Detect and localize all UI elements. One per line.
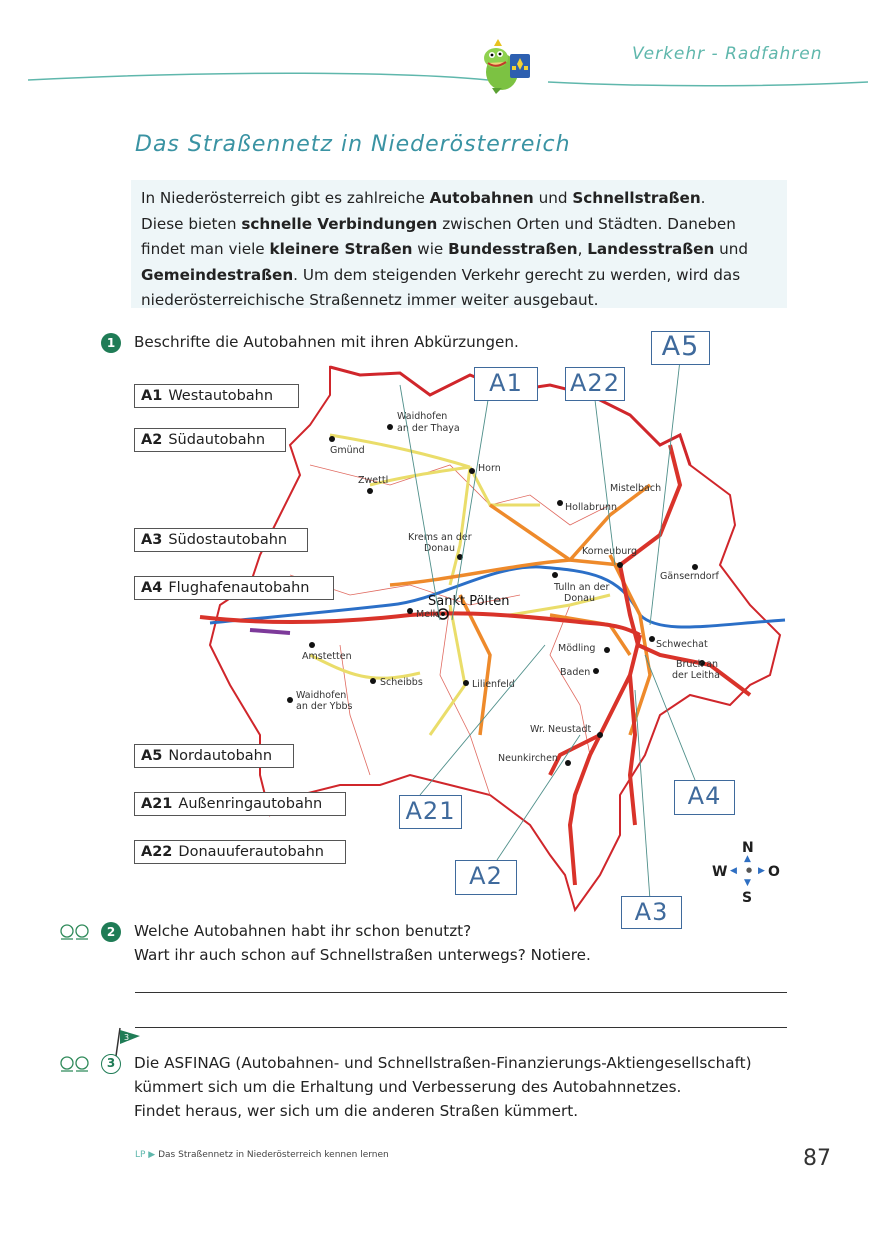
map-label: Hollabrunn xyxy=(565,502,618,513)
answer-box-a1[interactable]: A1 xyxy=(474,367,538,401)
intro-text-box xyxy=(131,180,787,308)
page-number: 87 xyxy=(803,1146,831,1171)
map-label: Mödling xyxy=(558,643,596,654)
map-label: Amstetten xyxy=(302,651,352,662)
page-title: Das Straßennetz in Niederösterreich xyxy=(135,132,571,157)
map-label: Krems an der xyxy=(408,532,472,543)
footer-lp-label: LP ▶ xyxy=(135,1150,156,1160)
answer-box-a2[interactable]: A2 xyxy=(455,860,517,895)
writing-line[interactable] xyxy=(135,1027,787,1028)
task2-line1: Welche Autobahnen habt ihr schon benutzt? xyxy=(134,922,472,940)
answer-box-a21[interactable]: A21 xyxy=(399,795,462,829)
map-label: Waidhofen xyxy=(397,411,448,422)
intro-line: In Niederösterreich gibt es zahlreiche Autobahnen und Schnellstraßen. xyxy=(141,189,706,207)
legend-label-a21: A21 Außenringautobahn xyxy=(134,792,346,816)
map-label: Baden xyxy=(560,667,591,678)
intro-line: Gemeindestraßen. Um dem steigenden Verkehr gerecht zu werden, wird das xyxy=(141,265,741,284)
map-label-capital: Sankt Pölten xyxy=(428,594,510,609)
intro-line: niederösterreichische Straßennetz immer weiter ausgebaut. xyxy=(141,291,599,309)
answer-box-a22[interactable]: A22 xyxy=(565,367,625,401)
compass-center-icon: ● xyxy=(746,866,753,874)
map-label: an der Ybbs xyxy=(296,701,353,712)
compass-east: O xyxy=(768,864,780,880)
task3-line2: kümmert sich um die Erhaltung und Verbesserung des Autobahnnetzes. xyxy=(134,1078,682,1096)
compass-west: W xyxy=(712,864,728,880)
legend-label-a5: A5 Nordautobahn xyxy=(134,744,294,768)
dragon-mascot-icon xyxy=(474,36,544,96)
compass-north: N xyxy=(742,840,754,856)
partner-work-icon xyxy=(58,1055,94,1073)
legend-label-a4: A4 Flughafenautobahn xyxy=(134,576,334,600)
legend-label-a22: A22 Donauuferautobahn xyxy=(134,840,346,864)
map-label: Wr. Neustadt xyxy=(530,724,592,735)
map-label: Melk xyxy=(416,609,439,620)
map-label: Donau xyxy=(564,593,595,604)
intro-line: Diese bieten schnelle Verbindungen zwischen Orten und Städten. Daneben xyxy=(141,214,736,233)
answer-box-a3[interactable]: A3 xyxy=(621,896,682,929)
task3-line1: Die ASFINAG (Autobahnen- und Schnellstraßen-Finanzierungs-Aktiengesellschaft) xyxy=(134,1054,752,1072)
compass-south: S xyxy=(742,890,753,906)
footer-learning-goal xyxy=(135,1150,389,1160)
map-label: Korneuburg xyxy=(582,546,638,557)
intro-line: findet man viele kleinere Straßen wie Bundesstraßen, Landesstraßen und xyxy=(141,240,749,258)
map-label: Tulln an der xyxy=(554,582,610,593)
task-number-badge: 3 xyxy=(101,1054,121,1074)
writing-line[interactable] xyxy=(135,992,787,993)
task1-instruction: Beschrifte die Autobahnen mit ihren Abkürzungen. xyxy=(134,333,519,351)
legend-label-a1: A1 Westautobahn xyxy=(134,384,299,408)
map-label: Gmünd xyxy=(330,445,365,456)
map-label: an der Thaya xyxy=(397,423,460,434)
task3-line3: Findet heraus, wer sich um die anderen Straßen kümmert. xyxy=(134,1102,579,1120)
map-label: Waidhofen xyxy=(296,690,347,701)
arrow-up-icon: ▲ xyxy=(744,854,751,864)
map-label: Neunkirchen xyxy=(498,753,558,764)
map-label: Gänserndorf xyxy=(660,571,719,582)
map-label: Horn xyxy=(478,463,501,474)
task2-line2: Wart ihr auch schon auf Schnellstraßen unterwegs? Notiere. xyxy=(134,946,591,964)
legend-label-a3: A3 Südostautobahn xyxy=(134,528,308,552)
answer-box-a4[interactable]: A4 xyxy=(674,780,735,815)
map-label: Bruck an xyxy=(676,659,719,670)
arrow-left-icon: ◀ xyxy=(730,866,737,876)
arrow-right-icon: ▶ xyxy=(758,866,765,876)
map-label: der Leitha xyxy=(672,670,720,681)
map-label: Donau xyxy=(424,543,455,554)
task-number-badge: 1 xyxy=(101,333,121,353)
answer-box-a5[interactable]: A5 xyxy=(651,331,710,365)
map-label: Scheibbs xyxy=(380,677,423,688)
map-label: Mistelbach xyxy=(610,483,662,494)
section-title: Verkehr - Radfahren xyxy=(632,44,823,64)
map-label: Schwechat xyxy=(656,639,708,650)
map-label: Zwettl xyxy=(358,475,389,486)
task-number-badge: 2 xyxy=(101,922,121,942)
partner-work-icon xyxy=(58,923,94,941)
legend-label-a2: A2 Südautobahn xyxy=(134,428,286,452)
footer-text: Das Straßennetz in Niederösterreich kennen lernen xyxy=(158,1150,389,1160)
arrow-down-icon: ▼ xyxy=(744,878,751,888)
map-label: Lilienfeld xyxy=(472,679,515,690)
compass-rose xyxy=(708,840,788,910)
header-decoration-line xyxy=(28,62,868,102)
flag-label: 3 xyxy=(124,1033,130,1042)
